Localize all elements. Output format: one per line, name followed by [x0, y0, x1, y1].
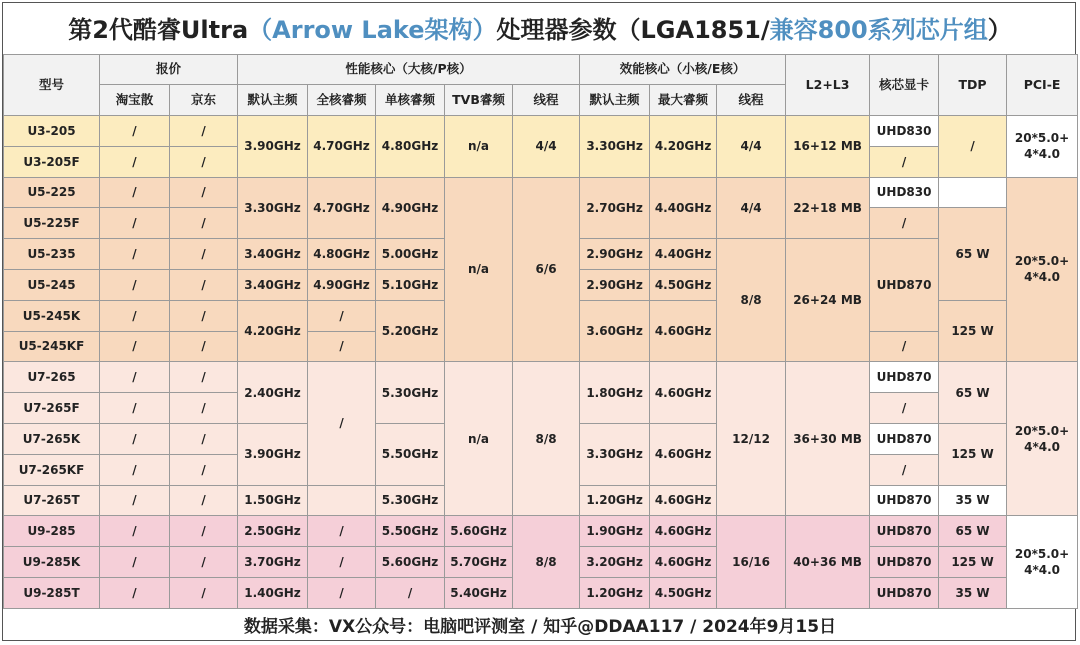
header-p-single: 单核睿频	[376, 85, 445, 116]
header-e-base: 默认主频	[580, 85, 650, 116]
pcie: 20*5.0+ 4*4.0	[1007, 116, 1078, 178]
spec-table	[3, 54, 1078, 609]
gpu: /	[870, 454, 939, 485]
tdp: 35 W	[939, 577, 1007, 608]
p-single: 5.30GHz	[376, 485, 445, 516]
price-jd: /	[170, 577, 238, 608]
pcie: 20*5.0+ 4*4.0	[1007, 177, 1078, 362]
price-jd: /	[170, 454, 238, 485]
p-base: 2.50GHz	[238, 516, 308, 547]
title-part-1: 第2代酷睿Ultra	[68, 15, 249, 44]
header-p-tvb: TVB睿频	[445, 85, 513, 116]
model-cell: U5-245	[4, 269, 100, 300]
p-threads: 4/4	[513, 116, 580, 178]
header-price: 报价	[100, 55, 238, 85]
tdp: 35 W	[939, 485, 1007, 516]
gpu: /	[870, 331, 939, 362]
header-p-base: 默认主频	[238, 85, 308, 116]
source-footer: 数据采集：VX公众号：电脑吧评测室 / 知乎@DDAA117 / 2024年9月15日	[243, 616, 837, 637]
header-model: 型号	[4, 55, 100, 116]
p-base: 1.40GHz	[238, 577, 308, 608]
p-single: 5.50GHz	[376, 423, 445, 485]
tdp: 125 W	[939, 547, 1007, 578]
model-cell: U9-285K	[4, 547, 100, 578]
p-allcore: 4.90GHz	[308, 269, 376, 300]
gpu: UHD870	[870, 423, 939, 454]
e-boost: 4.60GHz	[650, 423, 717, 485]
price-taobao: /	[100, 577, 170, 608]
model-cell: U5-235	[4, 239, 100, 270]
p-single: 5.30GHz	[376, 362, 445, 424]
cache: 40+36 MB	[786, 516, 870, 608]
p-allcore: 4.80GHz	[308, 239, 376, 270]
header-gpu: 核芯显卡	[870, 55, 939, 116]
price-taobao: /	[100, 393, 170, 424]
model-cell: U9-285T	[4, 577, 100, 608]
p-allcore-blank	[308, 485, 376, 516]
price-jd: /	[170, 177, 238, 208]
p-allcore: 4.70GHz	[308, 116, 376, 178]
price-taobao: /	[100, 177, 170, 208]
e-base: 3.30GHz	[580, 116, 650, 178]
p-allcore: /	[308, 577, 376, 608]
gpu: UHD870	[870, 516, 939, 547]
p-allcore: /	[308, 331, 376, 362]
p-single: 5.00GHz	[376, 239, 445, 270]
header-pcie: PCI-E	[1007, 55, 1078, 116]
e-threads: 8/8	[717, 239, 786, 362]
price-jd: /	[170, 423, 238, 454]
p-base: 4.20GHz	[238, 300, 308, 362]
price-jd: /	[170, 146, 238, 177]
e-boost: 4.50GHz	[650, 577, 717, 608]
p-base: 3.40GHz	[238, 269, 308, 300]
tdp: 65 W	[939, 208, 1007, 300]
header-ecore: 效能核心（小核/E核）	[580, 55, 786, 85]
price-jd: /	[170, 547, 238, 578]
pcie: 20*5.0+ 4*4.0	[1007, 362, 1078, 516]
p-base: 1.50GHz	[238, 485, 308, 516]
price-taobao: /	[100, 116, 170, 147]
e-threads: 12/12	[717, 362, 786, 516]
model-cell: U3-205F	[4, 146, 100, 177]
model-cell: U5-245KF	[4, 331, 100, 362]
price-taobao: /	[100, 516, 170, 547]
gpu: UHD870	[870, 577, 939, 608]
price-taobao: /	[100, 239, 170, 270]
cache: 22+18 MB	[786, 177, 870, 239]
price-jd: /	[170, 485, 238, 516]
p-threads: 8/8	[513, 362, 580, 516]
e-threads: 16/16	[717, 516, 786, 608]
price-jd: /	[170, 393, 238, 424]
p-single: 5.50GHz	[376, 516, 445, 547]
e-boost: 4.60GHz	[650, 485, 717, 516]
gpu: UHD870	[870, 239, 939, 331]
price-taobao: /	[100, 208, 170, 239]
e-threads: 4/4	[717, 177, 786, 239]
e-base: 3.60GHz	[580, 300, 650, 362]
tdp: 125 W	[939, 423, 1007, 485]
cache: 16+12 MB	[786, 116, 870, 178]
p-tvb: 5.60GHz	[445, 516, 513, 547]
gpu: UHD830	[870, 177, 939, 208]
model-cell: U7-265K	[4, 423, 100, 454]
p-base: 3.90GHz	[238, 423, 308, 485]
e-boost: 4.40GHz	[650, 239, 717, 270]
table-row	[4, 116, 1078, 147]
p-base: 3.30GHz	[238, 177, 308, 239]
price-jd: /	[170, 239, 238, 270]
model-cell: U7-265F	[4, 393, 100, 424]
e-base: 1.90GHz	[580, 516, 650, 547]
header-p-threads: 线程	[513, 85, 580, 116]
p-base: 2.40GHz	[238, 362, 308, 424]
e-base: 1.20GHz	[580, 577, 650, 608]
e-base: 1.80GHz	[580, 362, 650, 424]
model-cell: U7-265KF	[4, 454, 100, 485]
header-e-boost: 最大睿频	[650, 85, 717, 116]
p-single: /	[376, 577, 445, 608]
e-base: 2.90GHz	[580, 269, 650, 300]
table-row	[4, 516, 1078, 547]
title-part-5: ）	[987, 15, 1012, 44]
p-single: 5.20GHz	[376, 300, 445, 362]
price-jd: /	[170, 331, 238, 362]
header-p-allcore: 全核睿频	[308, 85, 376, 116]
p-tvb: n/a	[445, 362, 513, 516]
p-allcore: /	[308, 547, 376, 578]
tdp-blank	[939, 177, 1007, 208]
e-base: 2.90GHz	[580, 239, 650, 270]
gpu: UHD870	[870, 485, 939, 516]
header-taobao: 淘宝散	[100, 85, 170, 116]
price-taobao: /	[100, 331, 170, 362]
cache: 36+30 MB	[786, 362, 870, 516]
table-row	[4, 177, 1078, 208]
e-boost: 4.60GHz	[650, 547, 717, 578]
cache: 26+24 MB	[786, 239, 870, 362]
e-boost: 4.60GHz	[650, 516, 717, 547]
p-allcore: /	[308, 362, 376, 485]
price-jd: /	[170, 516, 238, 547]
title-part-3: 处理器参数（LGA1851/	[496, 15, 770, 44]
price-taobao: /	[100, 146, 170, 177]
pcie: 20*5.0+ 4*4.0	[1007, 516, 1078, 608]
page-title	[0, 0, 1080, 54]
p-base: 3.40GHz	[238, 239, 308, 270]
title-part-2: （Arrow Lake架构）	[248, 15, 497, 44]
price-jd: /	[170, 300, 238, 331]
model-cell: U9-285	[4, 516, 100, 547]
p-single: 5.60GHz	[376, 547, 445, 578]
p-tvb: 5.70GHz	[445, 547, 513, 578]
tdp: 125 W	[939, 300, 1007, 362]
model-cell: U5-225F	[4, 208, 100, 239]
p-single: 4.90GHz	[376, 177, 445, 239]
p-base: 3.90GHz	[238, 116, 308, 178]
price-jd: /	[170, 208, 238, 239]
gpu: UHD870	[870, 362, 939, 393]
header-tdp: TDP	[939, 55, 1007, 116]
e-base: 3.30GHz	[580, 423, 650, 485]
header-e-threads: 线程	[717, 85, 786, 116]
tdp: /	[939, 116, 1007, 178]
p-single: 5.10GHz	[376, 269, 445, 300]
gpu: /	[870, 208, 939, 239]
e-boost: 4.60GHz	[650, 362, 717, 424]
model-cell: U7-265	[4, 362, 100, 393]
p-allcore: /	[308, 516, 376, 547]
tdp: 65 W	[939, 516, 1007, 547]
model-cell: U3-205	[4, 116, 100, 147]
model-cell: U7-265T	[4, 485, 100, 516]
gpu: /	[870, 393, 939, 424]
e-base: 1.20GHz	[580, 485, 650, 516]
price-taobao: /	[100, 362, 170, 393]
header-pcore: 性能核心（大核/P核）	[238, 55, 580, 85]
p-threads: 6/6	[513, 177, 580, 362]
price-jd: /	[170, 362, 238, 393]
p-single: 4.80GHz	[376, 116, 445, 178]
model-cell: U5-245K	[4, 300, 100, 331]
p-tvb: 5.40GHz	[445, 577, 513, 608]
e-threads: 4/4	[717, 116, 786, 178]
price-taobao: /	[100, 485, 170, 516]
price-taobao: /	[100, 423, 170, 454]
e-base: 3.20GHz	[580, 547, 650, 578]
e-boost: 4.20GHz	[650, 116, 717, 178]
price-taobao: /	[100, 269, 170, 300]
p-allcore: /	[308, 300, 376, 331]
table-row	[4, 362, 1078, 393]
e-boost: 4.40GHz	[650, 177, 717, 239]
gpu: /	[870, 146, 939, 177]
price-taobao: /	[100, 300, 170, 331]
e-boost: 4.60GHz	[650, 300, 717, 362]
header-jd: 京东	[170, 85, 238, 116]
title-part-4: 兼容800系列芯片组	[769, 15, 988, 44]
p-tvb: n/a	[445, 116, 513, 178]
e-base: 2.70GHz	[580, 177, 650, 239]
tdp: 65 W	[939, 362, 1007, 424]
p-allcore: 4.70GHz	[308, 177, 376, 239]
gpu: UHD870	[870, 547, 939, 578]
model-cell: U5-225	[4, 177, 100, 208]
p-tvb: n/a	[445, 177, 513, 362]
price-taobao: /	[100, 547, 170, 578]
price-taobao: /	[100, 454, 170, 485]
p-threads: 8/8	[513, 516, 580, 608]
header-cache: L2+L3	[786, 55, 870, 116]
header-row-1	[4, 55, 1078, 85]
e-boost: 4.50GHz	[650, 269, 717, 300]
price-jd: /	[170, 116, 238, 147]
price-jd: /	[170, 269, 238, 300]
p-base: 3.70GHz	[238, 547, 308, 578]
gpu: UHD830	[870, 116, 939, 147]
